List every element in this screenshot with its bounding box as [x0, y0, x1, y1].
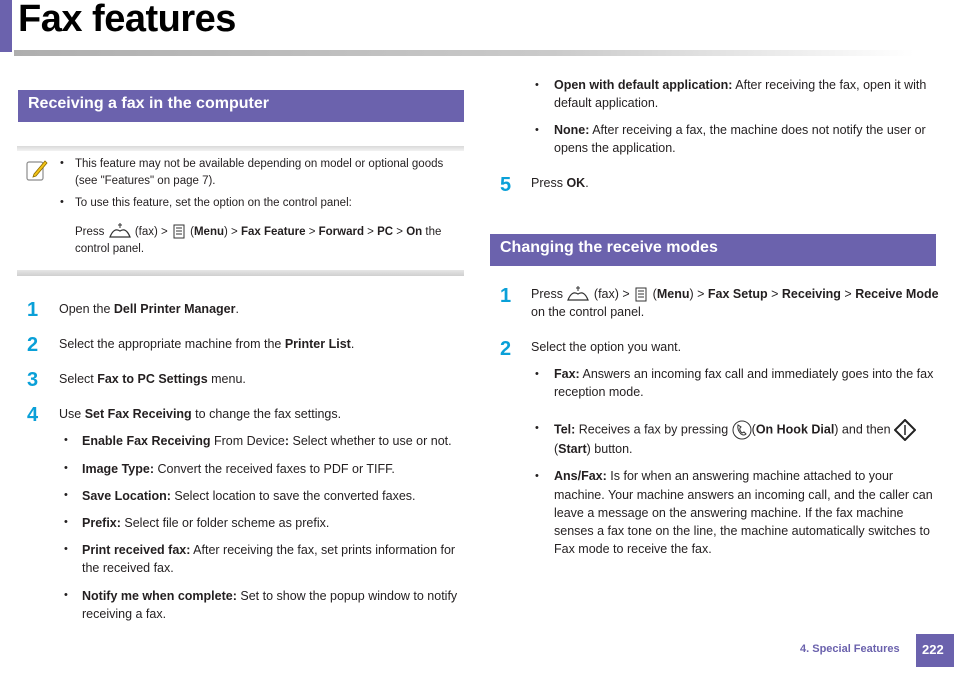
page-title: Fax features: [18, 0, 236, 40]
bullet-dot: •: [535, 79, 539, 91]
bullet-dot: •: [60, 157, 64, 169]
step-number: 5: [500, 174, 512, 196]
note-control-path: Press (fax) > (Menu) > Fax Feature > Forward > PC > On the: [75, 223, 441, 241]
step-text-1: Open the Dell Printer Manager.: [59, 302, 239, 316]
step-number: 3: [27, 369, 39, 391]
bullet-dot: •: [64, 489, 68, 501]
title-accent-bar: [0, 0, 12, 52]
mode-ans-fax: Ans/Fax: Is for when an answering machine attached to your: [554, 469, 894, 483]
mode-tel: Tel: Receives a fax by pressing (On Hook Dial) and then: [554, 419, 916, 441]
fax-icon: [566, 286, 590, 304]
bullet-dot: •: [64, 434, 68, 446]
step-text-5: Press OK.: [531, 176, 589, 190]
option-none: None: After receiving a fax, the machine does not notify the user or: [554, 123, 926, 137]
bullet-dot: •: [535, 470, 539, 482]
option-print-received-fax: Print received fax: After receiving the fax, set prints information for: [82, 543, 456, 557]
step-text-4: Use Set Fax Receiving to change the fax settings.: [59, 407, 342, 421]
bullet-dot: •: [535, 422, 539, 434]
step-text-select-option: Select the option you want.: [531, 340, 682, 354]
mode-ans-fax-3: leave a message on the answering machine. If the fax machine: [554, 506, 904, 520]
note-text-1b: (see "Features" on page 7).: [75, 175, 216, 187]
bullet-dot: •: [64, 589, 68, 601]
step-text-3: Select Fax to PC Settings menu.: [59, 372, 246, 386]
mode-ans-fax-5: Fax mode to receive the fax.: [554, 542, 712, 556]
note-top-rule: [17, 146, 464, 151]
fax-icon: [108, 223, 132, 241]
section-heading-receiving-fax: Receiving a fax in the computer: [18, 90, 464, 122]
option-image-type: Image Type: Convert the received faxes to PDF or TIFF.: [82, 462, 395, 476]
bullet-dot: •: [60, 196, 64, 208]
section-heading-receive-modes: Changing the receive modes: [490, 234, 936, 266]
option-notify: Notify me when complete: Set to show the popup window to notify: [82, 589, 458, 603]
note-control-path-end: control panel.: [75, 243, 145, 255]
option-enable-fax-receiving: Enable Fax Receiving From Device: Select whether to use or not.: [82, 434, 452, 448]
bullet-dot: •: [64, 543, 68, 555]
mode-tel-2: (Start) button.: [554, 442, 633, 456]
receive-mode-path: Press (fax) > (Menu) > Fax Setup > Receiving > Receive Mode: [531, 285, 939, 304]
step-text-2: Select the appropriate machine from the Printer List.: [59, 337, 355, 351]
step-number: 2: [500, 338, 512, 360]
step-number: 4: [27, 404, 39, 426]
mode-fax-2: reception mode.: [554, 385, 644, 399]
option-none-2: opens the application.: [554, 141, 676, 155]
mode-fax: Fax: Answers an incoming fax call and immediately goes into the fax: [554, 367, 934, 381]
step-number: 1: [27, 299, 39, 321]
page-number: 222: [916, 634, 954, 667]
step-number: 2: [27, 334, 39, 356]
note-pencil-icon: [25, 158, 49, 182]
footer-chapter: 4. Special Features: [800, 643, 900, 655]
option-print-received-fax-2: the received fax.: [82, 561, 174, 575]
title-divider: [14, 50, 914, 56]
option-prefix: Prefix: Select file or folder scheme as prefix.: [82, 516, 330, 530]
bullet-dot: •: [64, 516, 68, 528]
on-hook-dial-icon: [732, 420, 752, 440]
menu-icon: [171, 224, 187, 240]
bullet-dot: •: [535, 124, 539, 136]
menu-icon: [633, 287, 649, 303]
option-open-default-app: Open with default application: After receiving the fax, open it with: [554, 78, 927, 92]
mode-ans-fax-2: machine. Your machine answers an incoming call, and the caller can: [554, 488, 933, 502]
option-save-location: Save Location: Select location to save the converted faxes.: [82, 489, 416, 503]
option-notify-2: receiving a fax.: [82, 607, 167, 621]
note-bottom-rule: [17, 270, 464, 276]
mode-ans-fax-4: senses a fax tone on the line, the machine automatically switches to: [554, 524, 930, 538]
step-number: 1: [500, 285, 512, 307]
receive-mode-path-2: on the control panel.: [531, 305, 645, 319]
note-text-2: To use this feature, set the option on the control panel:: [75, 197, 352, 209]
start-icon: [894, 419, 916, 441]
note-text-1a: This feature may not be available depending on model or optional goods: [75, 158, 444, 170]
option-open-default-app-2: default application.: [554, 96, 659, 110]
bullet-dot: •: [535, 368, 539, 380]
bullet-dot: •: [64, 462, 68, 474]
